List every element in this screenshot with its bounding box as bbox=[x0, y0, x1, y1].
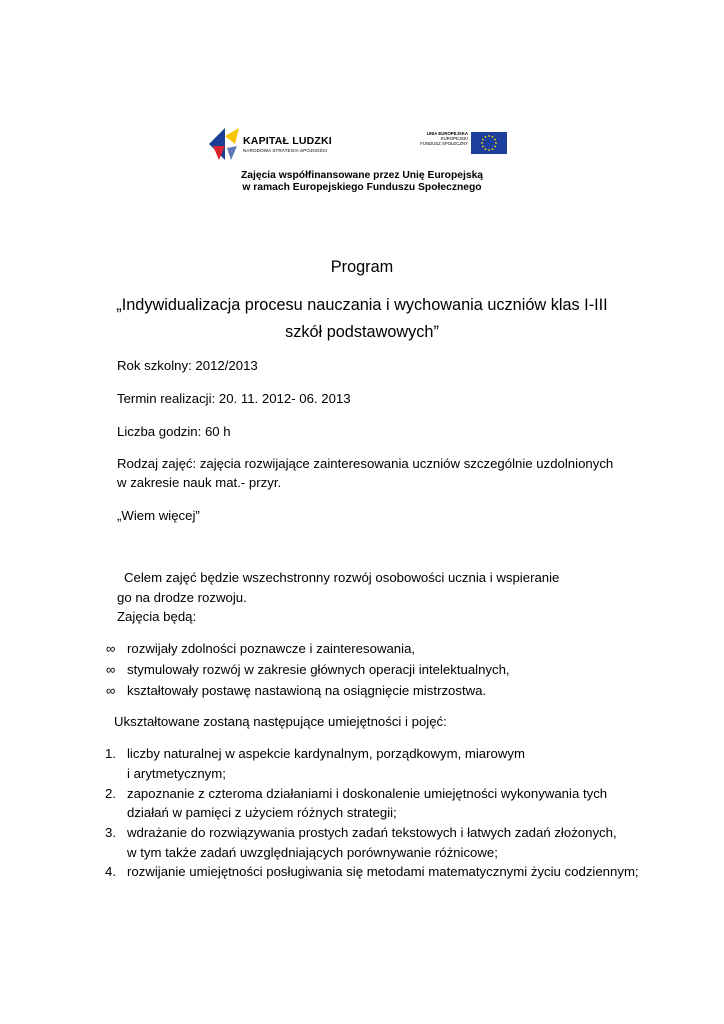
activity-type-line2: w zakresie nauk mat.- przyr. bbox=[117, 475, 282, 490]
infinity-bullet-icon: ∞ bbox=[106, 683, 116, 698]
item-text-line2: działań w pamięci z użyciem różnych strategii; bbox=[127, 805, 397, 820]
bullet-text: kształtowały postawę nastawioną na osiągnięcie mistrzostwa. bbox=[127, 683, 487, 698]
cofinancing-line2: w ramach Europejskiego Funduszu Społecznego bbox=[242, 181, 482, 193]
item-text-line1: liczby naturalnej w aspekcie kardynalnym, porządkowym, miarowym bbox=[127, 746, 525, 761]
item-text-line1: zapoznanie z czteroma działaniami i doskonalenie umiejętności wykonywania tych bbox=[127, 786, 608, 801]
eu-flag-icon bbox=[471, 132, 507, 154]
item-number: 4. bbox=[105, 864, 116, 879]
eu-logo bbox=[414, 131, 510, 155]
document-title-line2: szkół podstawowych” bbox=[285, 323, 439, 341]
goal-line1: Celem zajęć będzie wszechstronny rozwój osobowości ucznia i wspieranie bbox=[124, 570, 560, 585]
eu-logo-line2: EUROPEJSKI bbox=[440, 136, 468, 142]
document-heading: Program bbox=[330, 258, 394, 276]
item-number: 2. bbox=[105, 786, 116, 801]
item-text-line1: wdrażanie do rozwiązywania prostych zadań tekstowych i łatwych zadań złożonych, bbox=[127, 825, 617, 840]
eu-logo-line1: UNIA EUROPEJSKA bbox=[426, 131, 468, 136]
kapital-ludzki-emblem-icon bbox=[205, 126, 241, 162]
cofinancing-line1: Zajęcia współfinansowane przez Unię Europejską bbox=[240, 170, 484, 181]
bullet-text: stymulowały rozwój w zakresie głównych operacji intelektualnych, bbox=[127, 662, 510, 677]
goal-line2: go na drodze rozwoju. bbox=[117, 590, 247, 605]
item-number: 1. bbox=[105, 746, 116, 761]
document-title-line1: „Indywidualizacja procesu nauczania i wychowania uczniów klas I-III bbox=[116, 296, 608, 314]
item-text-line2: w tym także zadań uwzględniających porównywanie różnicowe; bbox=[127, 845, 498, 860]
item-text-line1: rozwijanie umiejętności posługiwania się metodami matematycznymi życiu codziennym; bbox=[127, 864, 639, 879]
hours: Liczba godzin: 60 h bbox=[117, 424, 231, 439]
infinity-bullet-icon: ∞ bbox=[106, 641, 116, 656]
item-number: 3. bbox=[105, 825, 116, 840]
item-text-line2: i arytmetycznym; bbox=[127, 766, 226, 781]
goal-line3: Zajęcia będą: bbox=[117, 609, 197, 624]
kapital-ludzki-subtitle: NARODOWA STRATEGIA SPÓJNOŚCI bbox=[243, 148, 328, 153]
bullet-text: rozwijały zdolności poznawcze i zainteresowania, bbox=[127, 641, 416, 656]
infinity-bullet-icon: ∞ bbox=[106, 662, 116, 677]
skills-intro: Ukształtowane zostaną następujące umiejętności i pojęć: bbox=[114, 714, 447, 729]
eu-logo-line3: FUNDUSZ SPOŁECZNY bbox=[420, 141, 468, 147]
school-year: Rok szkolny: 2012/2013 bbox=[117, 358, 258, 373]
kapital-ludzki-logo bbox=[205, 126, 355, 162]
term: Termin realizacji: 20. 11. 2012- 06. 2013 bbox=[117, 391, 351, 406]
program-subtitle: „Wiem więcej” bbox=[117, 508, 200, 523]
eu-logo-text bbox=[414, 131, 468, 147]
kapital-ludzki-title: KAPITAŁ LUDZKI bbox=[243, 135, 332, 147]
activity-type-line1: Rodzaj zajęć: zajęcia rozwijające zainteresowania uczniów szczególnie uzdolnionych bbox=[117, 456, 614, 471]
cofinancing-note bbox=[0, 170, 724, 193]
